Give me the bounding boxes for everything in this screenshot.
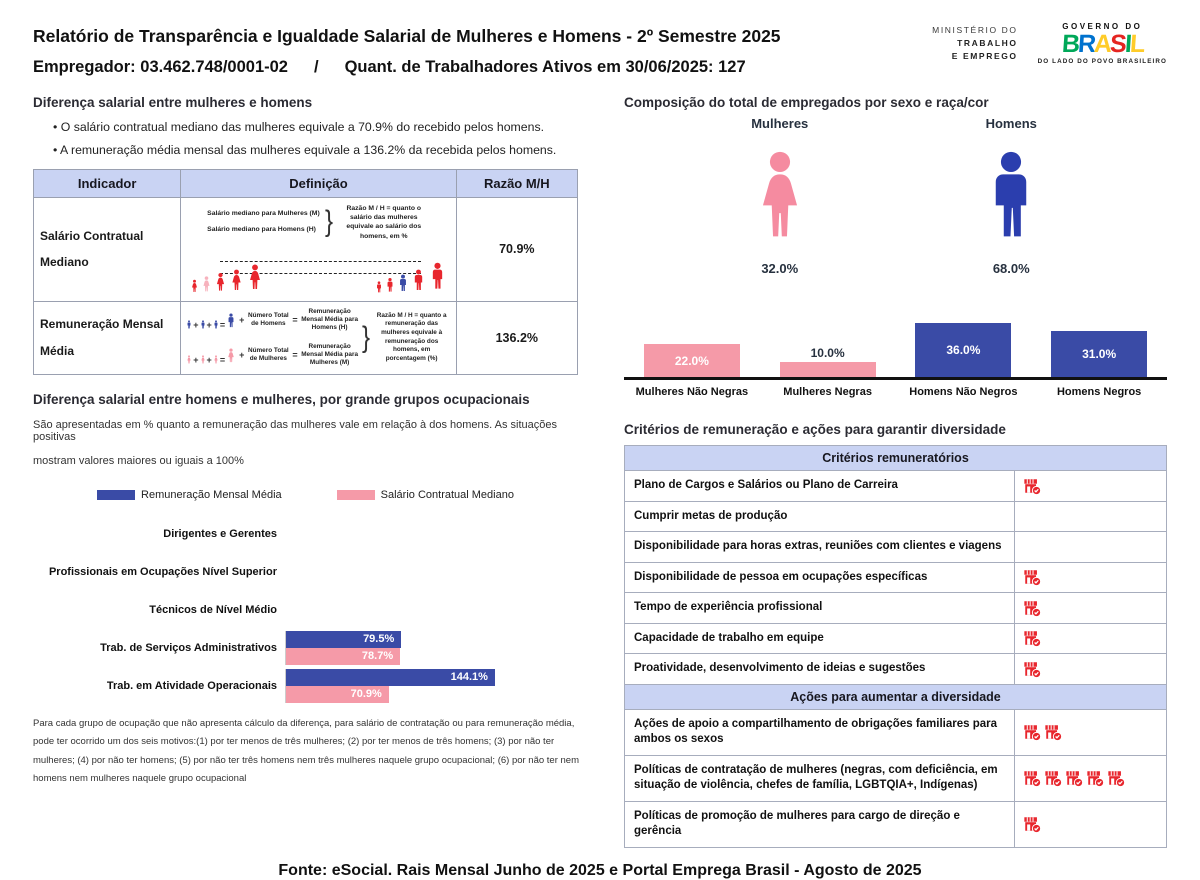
legend-label: Remuneração Mensal Média [141, 488, 282, 501]
ministry-line3: E EMPREGO [951, 51, 1018, 62]
table-row: Proatividade, desenvolvimento de ideias e sugestões [625, 654, 1167, 685]
criterion-marks [1015, 532, 1167, 563]
occupational-footnote: Para cada grupo de ocupação que não apresenta cálculo da diferença, para salário de contratação ou para remuneração média, pode ter ocorrido um dos seis motivos:(1) por ter menos de três mulheres; (2) por ter menos de três homens; (3) por não ter mulheres; (4) por não ter homens; (5) por não ter três homens nem três mulheres naquele grupo ocupacional; (6) por não ter nem homens nem mulheres naquele grupo ocupacional [33, 717, 580, 785]
building-check-icon [1023, 815, 1041, 833]
ministry-line1: MINISTÉRIO DO [932, 24, 1018, 35]
table-row: Políticas de promoção de mulheres para cargo de direção e gerência [625, 801, 1167, 847]
woman-icon [214, 269, 227, 295]
man-icon [200, 319, 206, 330]
criterion-marks [1015, 709, 1167, 755]
employer-summary [33, 58, 781, 77]
men-figures-group [375, 257, 447, 295]
median-men-label: Salário mediano para Homens (H) [207, 226, 316, 234]
criterion-marks [1015, 623, 1167, 654]
brasil-letter: B [1060, 30, 1079, 58]
women-pictogram [700, 116, 860, 276]
salary-gap-title: Diferença salarial entre mulheres e homens [33, 95, 313, 110]
man-icon [385, 275, 395, 295]
building-check-icon [1023, 660, 1041, 678]
report-footer: Fonte: eSocial. Rais Mensal Junho de 2025 e Portal Emprega Brasil - Agosto de 2025 [278, 861, 922, 879]
men-formula: + + = + Número Total de Homens = Remuneração Mensal Média para Homens (H) [186, 308, 358, 333]
woman-icon [200, 354, 206, 365]
section-occupational [33, 392, 578, 789]
race-gender-bar-chart [624, 316, 1167, 398]
occupation-label: Trab. em Atividade Operacionais [106, 679, 277, 692]
building-check-icon [1107, 769, 1125, 787]
bar-category-label: Mulheres Negras [783, 386, 872, 398]
bar-category-label: Mulheres Não Negras [635, 386, 749, 398]
occupational-row [33, 667, 578, 705]
criterion-marks [1015, 801, 1167, 847]
report-header [33, 18, 1167, 77]
building-check-icon [1065, 769, 1083, 787]
legend-item-blue [97, 489, 282, 501]
col-header-razao: Razão M/H [456, 170, 577, 198]
criterion-marks [1015, 654, 1167, 685]
active-workers-info: Quant. de Trabalhadores Ativos em 30/06/2025: 127 [344, 58, 746, 76]
legend-swatch-pink [337, 490, 375, 500]
occupation-label: Profissionais em Ocupações Nível Superior [48, 565, 277, 578]
occupational-bar-chart [33, 515, 578, 705]
woman-icon [186, 354, 192, 365]
occupational-title: Diferença salarial entre homens e mulheres, por grande grupos ocupacionais [33, 391, 530, 407]
building-check-icon [1023, 723, 1041, 741]
ratio-bar: 70.9% [286, 686, 389, 703]
table-row [34, 301, 578, 374]
chart-legend [33, 489, 578, 501]
composition-bar: 36.0% [915, 323, 1011, 377]
women-formula: + + = + Número Total de Mulheres = Remuneração Mensal Média para Mulheres (M) [186, 343, 358, 368]
ratio-value-mean: 136.2% [456, 301, 577, 374]
table-row: Capacidade de trabalho em equipe [625, 623, 1167, 654]
woman-icon [229, 265, 244, 295]
legend-label: Salário Contratual Mediano [380, 488, 514, 501]
man-icon [213, 319, 219, 330]
composition-bar-group [1031, 331, 1167, 378]
ratio-bar: 79.5% [286, 631, 401, 648]
salary-gap-bullets [53, 120, 578, 157]
employer-info: Empregador: 03.462.748/0001-02 [33, 58, 288, 76]
separator: / [314, 58, 319, 76]
table-row: Disponibilidade para horas extras, reuniões com clientes e viagens [625, 532, 1167, 563]
occupational-subtitle-2: mostram valores maiores ou iguais a 100% [33, 454, 244, 467]
building-check-icon [1044, 723, 1062, 741]
legend-swatch-blue [97, 490, 135, 500]
composition-bar-group [760, 346, 896, 377]
women-label: Mulheres [751, 116, 809, 131]
occupation-label: Dirigentes e Gerentes [163, 527, 277, 540]
men-label: Homens [985, 116, 1037, 131]
table-row: Disponibilidade de pessoa em ocupações específicas [625, 562, 1167, 593]
women-percentage: 32.0% [761, 261, 799, 276]
brasil-wordmark [1038, 32, 1167, 57]
ratio-value-median: 70.9% [456, 198, 577, 302]
criterion-marks [1015, 471, 1167, 502]
ministry-line2: TRABALHO [957, 37, 1018, 48]
man-icon [186, 319, 192, 330]
legend-item-pink [337, 489, 514, 501]
building-check-icon [1023, 477, 1041, 495]
criterion-marks [1015, 501, 1167, 532]
section-criteria [624, 422, 1167, 848]
bar-value-label: 10.0% [810, 346, 845, 360]
men-percentage: 68.0% [992, 261, 1030, 276]
brace-glyph: } [324, 205, 333, 239]
criterion-marks [1015, 755, 1167, 801]
man-icon [428, 257, 447, 295]
report-body [33, 95, 1167, 848]
bar-category-label: Homens Negros [1056, 386, 1142, 398]
man-icon [411, 265, 426, 295]
men-result-label: Remuneração Mensal Média para Homens (H) [301, 307, 359, 332]
brasil-letter: I [1123, 30, 1131, 58]
men-pictogram [931, 116, 1091, 276]
women-result-label: Remuneração Mensal Média para Mulheres (M) [301, 342, 359, 367]
criteria-section-header: Critérios remuneratórios [625, 446, 1167, 471]
composition-bar [780, 362, 876, 377]
occupation-label: Técnicos de Nível Médio [149, 603, 277, 616]
occupational-row [33, 629, 578, 667]
gov-slogan: DO LADO DO POVO BRASILEIRO [1037, 58, 1167, 65]
composition-bar: 31.0% [1051, 331, 1147, 378]
criteria-section-header: Ações para aumentar a diversidade [625, 684, 1167, 709]
col-header-indicador: Indicador [34, 170, 181, 198]
man-icon [226, 311, 236, 330]
gender-pictograms [624, 116, 1167, 276]
brasil-letter: A [1092, 30, 1111, 58]
indicator-table [33, 169, 578, 375]
man-icon-highlight [397, 271, 409, 295]
table-row: Plano de Cargos e Salários ou Plano de Carreira [625, 471, 1167, 502]
people-comparison-illustration [186, 251, 450, 295]
table-row: Políticas de contratação de mulheres (negras, com deficiência, em situação de violência, chefes de família, LGBTQIA+, Indígenas) [625, 755, 1167, 801]
median-women-label: Salário mediano para Mulheres (M) [207, 210, 320, 218]
composition-title: Composição do total de empregados por sexo e raça/cor [624, 95, 989, 110]
occupational-row [33, 553, 578, 591]
page-title: Relatório de Transparência e Igualdade Salarial de Mulheres e Homens - 2º Semestre 2025 [33, 26, 781, 46]
brasil-letter: L [1128, 30, 1144, 58]
brace-glyph: } [361, 320, 370, 354]
composition-bar-group [896, 323, 1032, 377]
man-icon [980, 139, 1042, 251]
col-header-definicao: Definição [181, 170, 456, 198]
men-count-label: Número Total de Homens [247, 311, 289, 328]
mean-ratio-note: Razão M / H = quanto a remuneração das mulheres equivale à remuneração dos homens, em porcentagem (%) [376, 311, 447, 362]
women-figures-group [190, 259, 264, 295]
criterion-marks [1015, 562, 1167, 593]
median-ratio-note: Razão M / H = quanto o salário das mulheres equivale ao salário dos homens, em % [346, 205, 422, 240]
occupational-row [33, 515, 578, 553]
indicator-name: Salário Contratual Mediano [34, 198, 181, 302]
governo-do-label: GOVERNO DO [1062, 22, 1143, 31]
brasil-letter: R [1076, 30, 1095, 58]
woman-icon [246, 259, 264, 295]
table-row: Ações de apoio a compartilhamento de obrigações familiares para ambos os sexos [625, 709, 1167, 755]
section-composition [624, 95, 1167, 398]
woman-icon [226, 346, 236, 365]
brasil-letter: S [1109, 30, 1126, 58]
occupational-row [33, 591, 578, 629]
table-row [34, 198, 578, 302]
building-check-icon [1044, 769, 1062, 787]
composition-bar: 22.0% [644, 344, 740, 377]
composition-bar-group [624, 344, 760, 377]
governo-brasil-logo [1038, 22, 1167, 65]
woman-icon [213, 354, 219, 365]
definition-diagram-mean [181, 301, 456, 374]
occupation-label: Trab. de Serviços Administrativos [100, 641, 277, 654]
ratio-bar: 144.1% [286, 669, 495, 686]
bullet-median-salary: • O salário contratual mediano das mulheres equivale a 70.9% do recebido pelos homens. [53, 120, 578, 134]
section-salary-gap [33, 95, 578, 375]
occupational-subtitle-1: São apresentadas em % quanto a remuneração das mulheres vale em relação à dos homens. As situações positivas [33, 418, 558, 443]
criteria-table [624, 445, 1167, 848]
table-row: Tempo de experiência profissional [625, 593, 1167, 624]
bullet-mean-remuneration: • A remuneração média mensal das mulheres equivale a 136.2% da recebida pelos homens. [53, 143, 578, 157]
logos-block [932, 18, 1167, 65]
bar-category-label: Homens Não Negros [909, 386, 1018, 398]
building-check-icon [1086, 769, 1104, 787]
building-check-icon [1023, 629, 1041, 647]
building-check-icon [1023, 599, 1041, 617]
table-row: Cumprir metas de produção [625, 501, 1167, 532]
woman-icon [190, 277, 199, 295]
building-check-icon [1023, 769, 1041, 787]
ministry-logo [932, 24, 1018, 64]
man-icon [375, 279, 383, 295]
building-check-icon [1023, 568, 1041, 586]
woman-icon-highlight [201, 273, 212, 295]
criteria-title: Critérios de remuneração e ações para garantir diversidade [624, 422, 1006, 437]
definition-diagram-median [181, 198, 456, 302]
woman-icon [749, 139, 811, 251]
indicator-name: Remuneração Mensal Média [34, 301, 181, 374]
women-count-label: Número Total de Mulheres [247, 346, 289, 363]
criterion-marks [1015, 593, 1167, 624]
ratio-bar: 78.7% [286, 648, 400, 665]
